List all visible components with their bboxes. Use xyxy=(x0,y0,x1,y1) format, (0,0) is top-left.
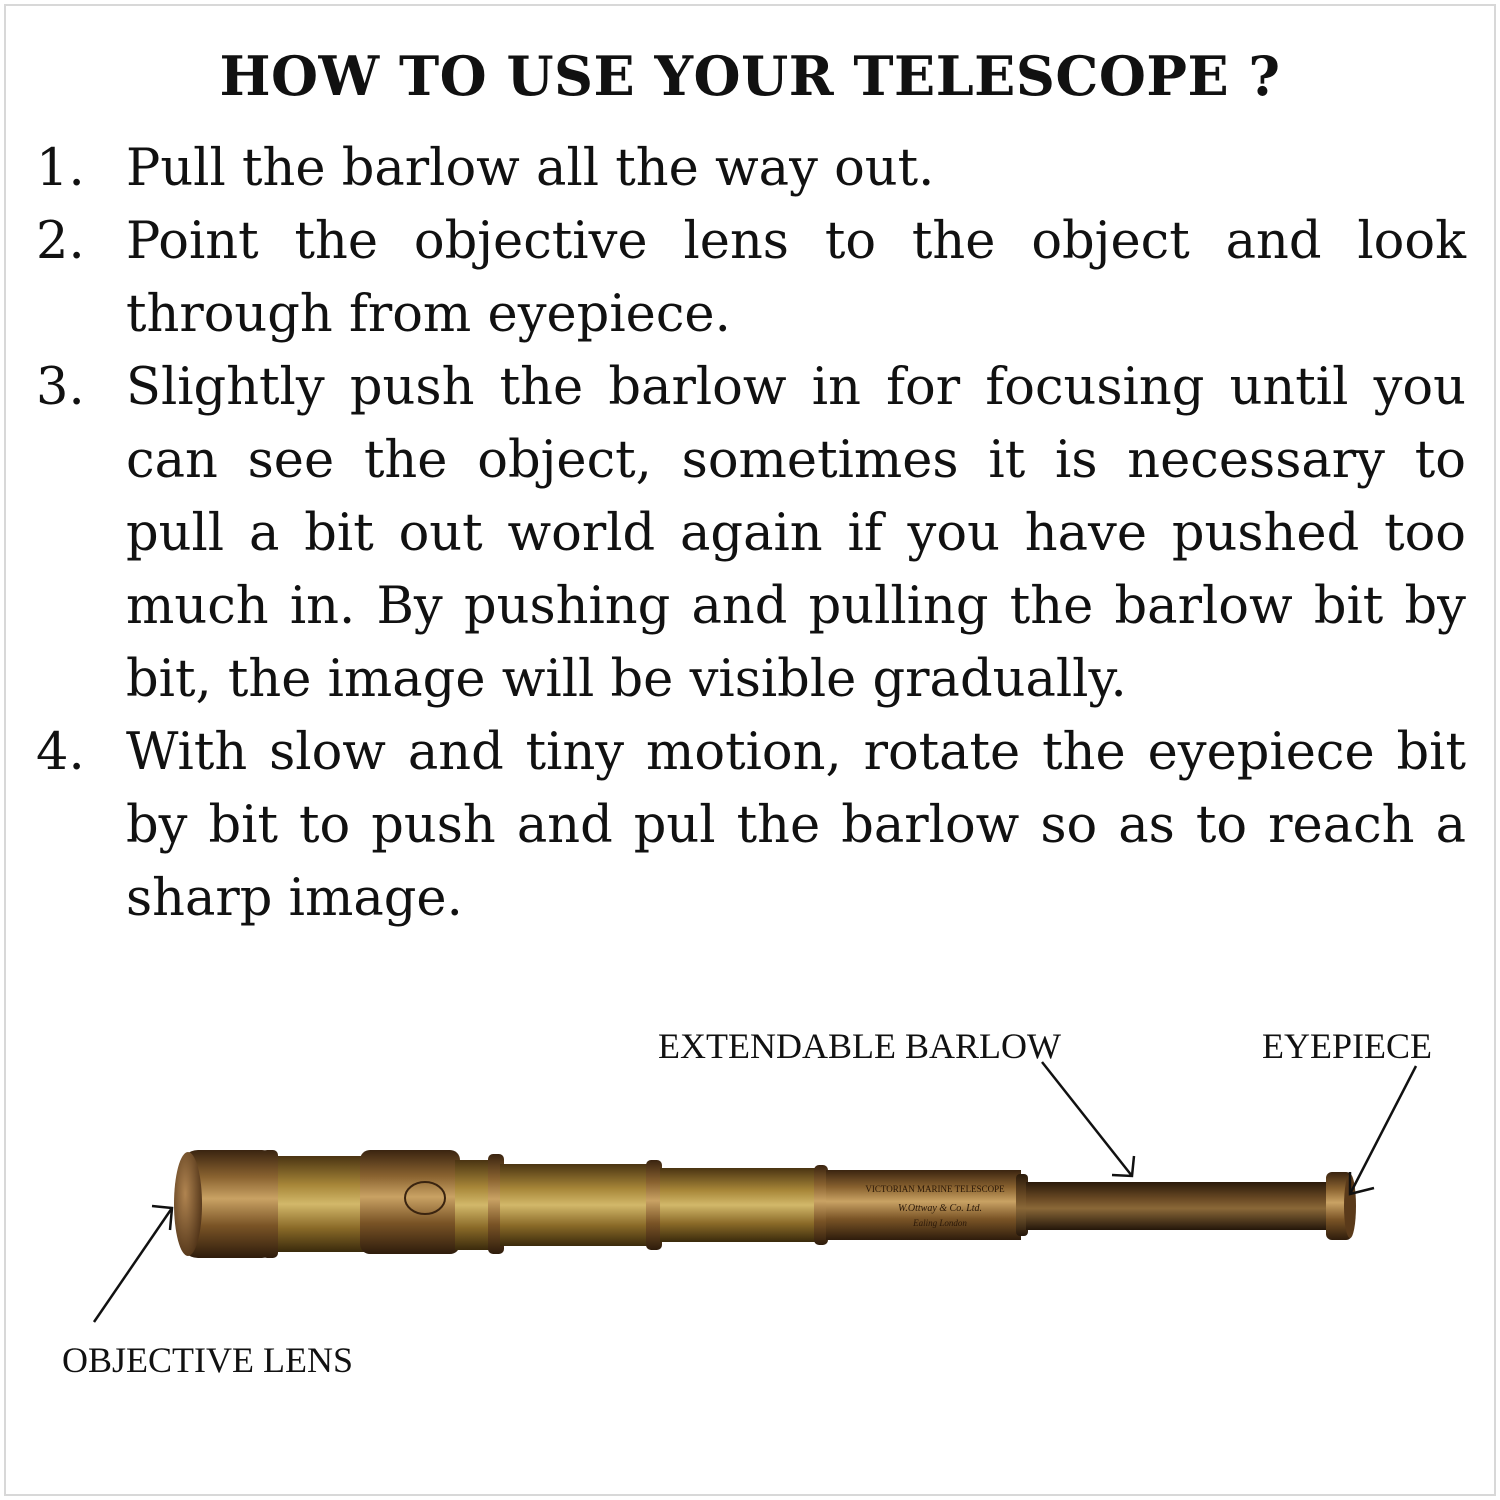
telescope-body xyxy=(174,1150,1356,1258)
step-text: Pull the barlow all the way out. xyxy=(126,139,935,198)
step-number: 2. xyxy=(36,212,85,271)
objective-lens-cap xyxy=(174,1152,202,1256)
tube-section-1 xyxy=(270,1156,365,1252)
tube-ring xyxy=(262,1150,278,1258)
step-text: With slow and tiny motion, rotate the eyepiece bit by bit to push and pul the barlow so as to reach a sharp image. xyxy=(126,723,1466,928)
engraving-text-2: W.Ottway & Co. Ltd. xyxy=(897,1203,983,1214)
page-title: HOW TO USE YOUR TELESCOPE ? xyxy=(219,44,1281,108)
label-objective-lens: OBJECTIVE LENS xyxy=(62,1340,353,1380)
engraving-text-3: Ealing London xyxy=(913,1218,967,1228)
eyepiece-arrow xyxy=(1350,1066,1416,1194)
step-number: 3. xyxy=(36,358,85,417)
label-extendable-barlow: EXTENDABLE BARLOW xyxy=(658,1026,1061,1066)
objective-arrowhead xyxy=(152,1206,172,1230)
objective-arrow xyxy=(94,1208,172,1322)
step-number: 4. xyxy=(36,723,85,782)
barlow-arrow xyxy=(1042,1062,1132,1176)
tube-section-4 xyxy=(500,1164,650,1246)
step-text: Slightly push the barlow in for focusing until you can see the object, sometimes it is necessary to pull a bit out world again if you have pushed too much in. By pushing and pulling the barlow bit by bit, the image will be visible gradually. xyxy=(126,358,1466,709)
engraving-text-1: VICTORIAN MARINE TELESCOPE xyxy=(865,1184,1005,1194)
label-eyepiece: EYEPIECE xyxy=(1262,1026,1432,1066)
step-number: 1. xyxy=(36,139,85,198)
tube-ring xyxy=(646,1160,662,1250)
extendable-barlow xyxy=(1026,1182,1332,1230)
tube-section-5 xyxy=(660,1168,820,1242)
step-text: Point the objective lens to the object and look through from eyepiece. xyxy=(126,212,1466,344)
tube-ring xyxy=(814,1165,828,1245)
